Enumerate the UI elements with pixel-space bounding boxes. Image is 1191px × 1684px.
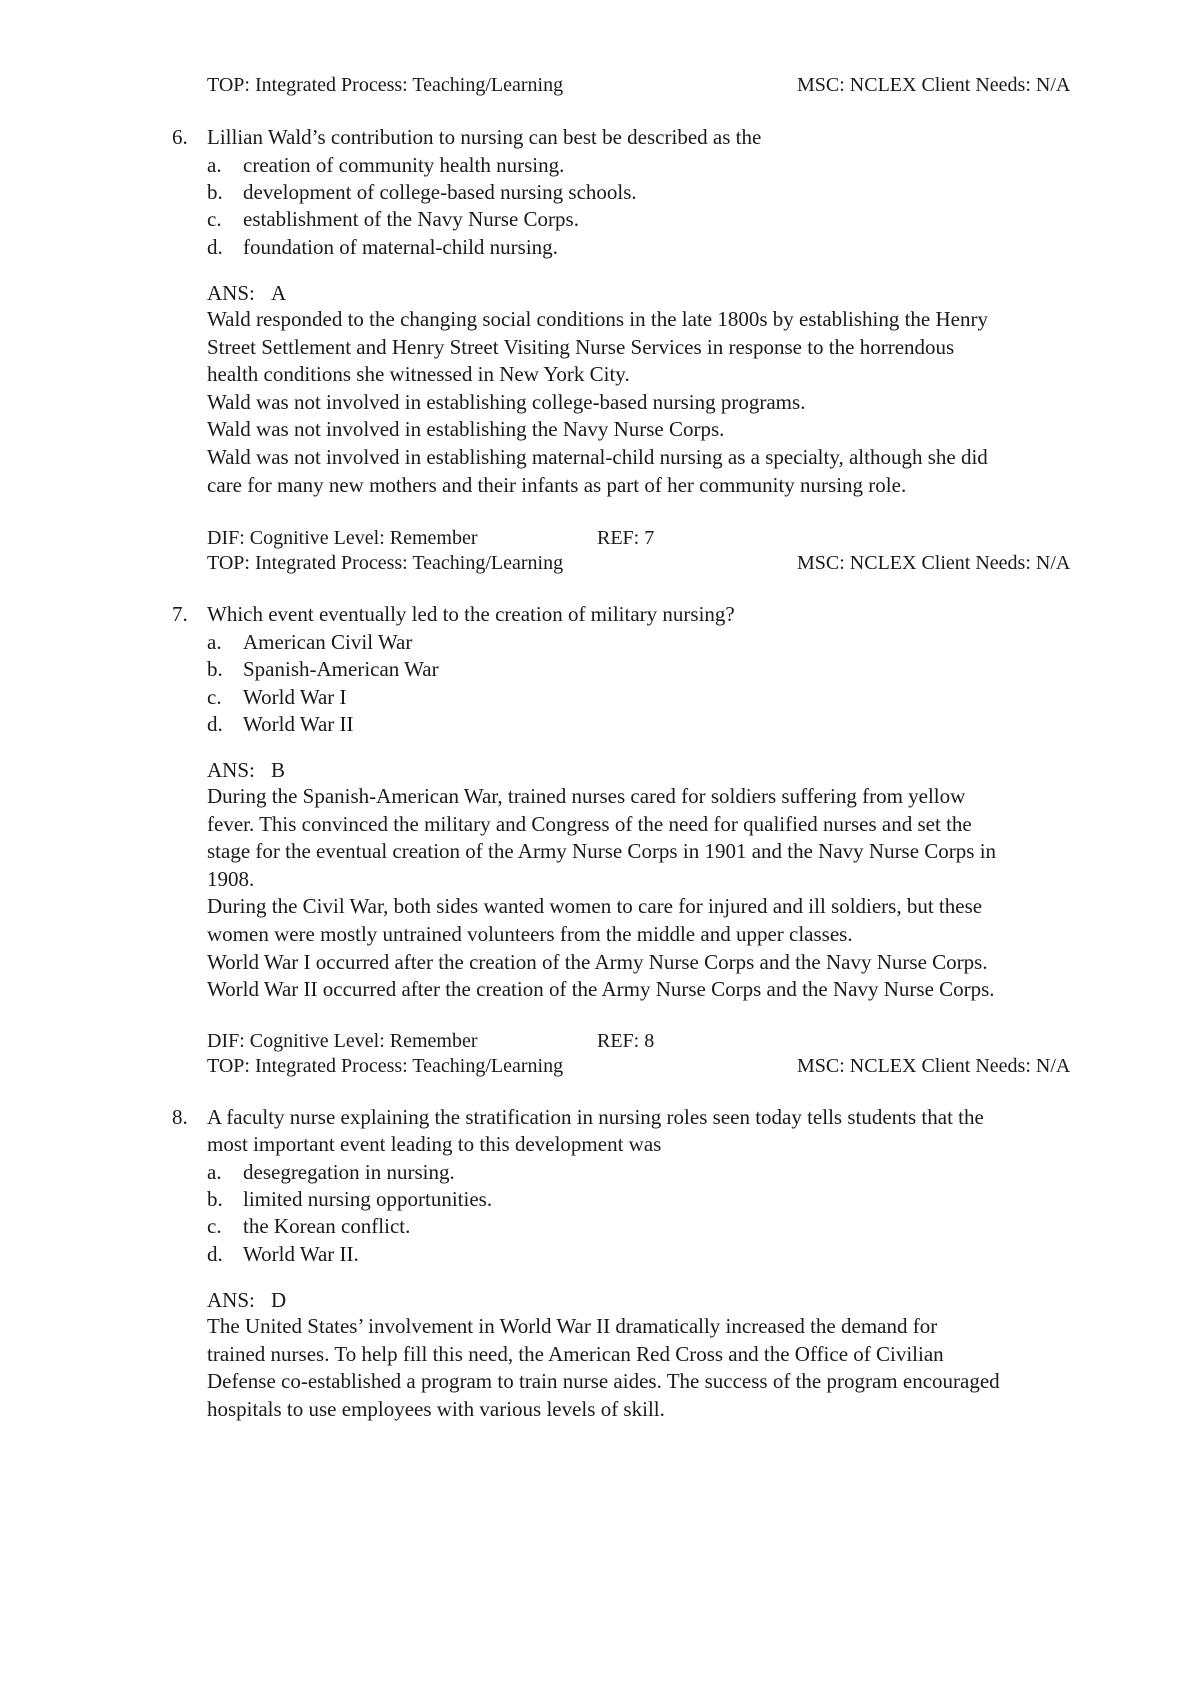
rationale-line: hospitals to use employees with various levels of skill. (207, 1396, 665, 1421)
rationale-line: World War II occurred after the creation of the Army Nurse Corps and the Navy Nurse Corps. (207, 977, 995, 1002)
answer-label: ANS: (207, 281, 255, 305)
msc-label: MSC: NCLEX Client Needs: N/A (797, 552, 1071, 574)
dif-label: DIF: Cognitive Level: Remember (207, 527, 478, 549)
answer-label: ANS: (207, 758, 255, 782)
question-stem: A faculty nurse explaining the stratification in nursing roles seen today tells students that the (207, 1105, 984, 1129)
option-letter: b. (207, 657, 223, 681)
option-letter: c. (207, 207, 222, 231)
rationale-line: health conditions she witnessed in New York City. (207, 362, 630, 387)
rationale-line: stage for the eventual creation of the Army Nurse Corps in 1901 and the Navy Nurse Corps in (207, 839, 997, 864)
rationale (207, 1313, 1122, 1423)
rationale-line: care for many new mothers and their infants as part of her community nursing role. (207, 472, 907, 497)
question-number: 6. (172, 125, 188, 149)
option-letter: c. (207, 1214, 222, 1238)
option-text: World War II. (243, 1242, 359, 1266)
option-letter: d. (207, 712, 223, 736)
ref-label: REF: 7 (597, 527, 655, 549)
answer-value: A (271, 281, 287, 305)
rationale-line: Wald was not involved in establishing maternal-child nursing as a specialty, although she did (207, 444, 988, 469)
option-text: the Korean conflict. (243, 1214, 411, 1238)
option-text: desegregation in nursing. (243, 1160, 455, 1184)
option-letter: d. (207, 1242, 223, 1266)
question-stem: Which event eventually led to the creation of military nursing? (207, 602, 735, 626)
msc-label: MSC: NCLEX Client Needs: N/A (797, 1055, 1071, 1077)
option-text: development of college-based nursing schools. (243, 180, 637, 204)
rationale-line: Wald was not involved in establishing the Navy Nurse Corps. (207, 417, 725, 442)
option-text: World War II (243, 712, 354, 736)
option-letter: a. (207, 630, 222, 654)
rationale-line: 1908. (207, 866, 255, 891)
answer-label: ANS: (207, 1288, 255, 1312)
answer-value: B (271, 758, 286, 782)
rationale-line: During the Civil War, both sides wanted women to care for injured and ill soldiers, but these (207, 894, 983, 919)
option-text: World War I (243, 685, 347, 709)
answer-value: D (271, 1288, 287, 1312)
rationale-line: During the Spanish-American War, trained nurses cared for soldiers suffering from yellow (207, 784, 966, 808)
rationale-line: Wald responded to the changing social conditions in the late 1800s by establishing the Henry (207, 307, 988, 331)
rationale (207, 306, 1122, 499)
option-letter: a. (207, 153, 222, 177)
question-stem: Lillian Wald’s contribution to nursing can best be described as the (207, 125, 762, 149)
option-text: creation of community health nursing. (243, 153, 565, 177)
option-text: Spanish-American War (243, 657, 439, 681)
top-label: TOP: Integrated Process: Teaching/Learning (207, 74, 564, 96)
dif-label: DIF: Cognitive Level: Remember (207, 1030, 478, 1052)
option-text: foundation of maternal-child nursing. (243, 235, 558, 259)
question-number: 8. (172, 1105, 188, 1129)
top-label: TOP: Integrated Process: Teaching/Learning (207, 552, 564, 574)
rationale-line: women were mostly untrained volunteers from the middle and upper classes. (207, 921, 853, 946)
rationale-line: World War I occurred after the creation of the Army Nurse Corps and the Navy Nurse Corps. (207, 949, 988, 974)
option-text: American Civil War (243, 630, 413, 654)
option-letter: b. (207, 180, 223, 204)
rationale-line: Street Settlement and Henry Street Visiting Nurse Services in response to the horrendous (207, 334, 955, 359)
question-number: 7. (172, 602, 188, 626)
rationale (207, 783, 1122, 1004)
ref-label: REF: 8 (597, 1030, 655, 1052)
rationale-line: Defense co-established a program to train nurse aides. The success of the program encouraged (207, 1369, 1000, 1394)
rationale-line: The United States’ involvement in World War II dramatically increased the demand for (207, 1314, 938, 1338)
question-stem: most important event leading to this development was (207, 1132, 662, 1156)
option-text: limited nursing opportunities. (243, 1187, 493, 1211)
option-letter: c. (207, 685, 222, 709)
rationale-line: Wald was not involved in establishing college-based nursing programs. (207, 389, 806, 414)
option-letter: a. (207, 1160, 222, 1184)
option-text: establishment of the Navy Nurse Corps. (243, 207, 579, 231)
msc-label: MSC: NCLEX Client Needs: N/A (797, 74, 1071, 96)
top-label: TOP: Integrated Process: Teaching/Learning (207, 1055, 564, 1077)
option-letter: d. (207, 235, 223, 259)
rationale-line: fever. This convinced the military and Congress of the need for qualified nurses and set the (207, 811, 972, 836)
option-letter: b. (207, 1187, 223, 1211)
rationale-line: trained nurses. To help fill this need, the American Red Cross and the Office of Civilian (207, 1341, 944, 1366)
